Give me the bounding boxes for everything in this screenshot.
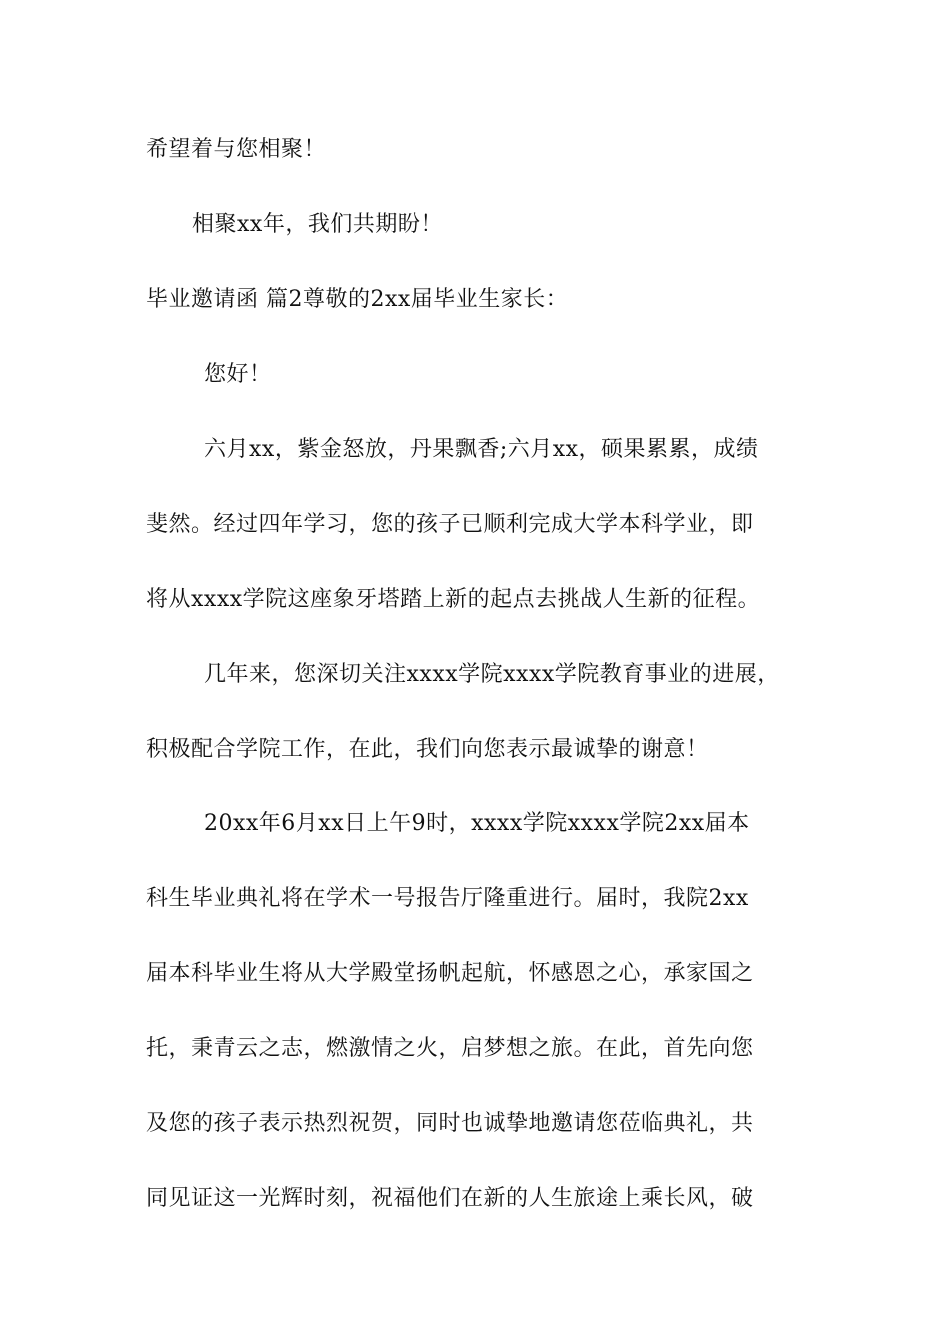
- text-line-closing-2: 相聚xx年，我们共期盼！: [192, 212, 443, 237]
- text-line-heading: 毕业邀请函 篇2尊敬的2xx届毕业生家长：: [146, 287, 569, 312]
- text-line-para3-3: 届本科毕业生将从大学殿堂扬帆起航，怀感恩之心，承家国之: [146, 961, 754, 986]
- text-line-para1-1: 六月xx，紫金怒放，丹果飘香;六月xx，硕果累累，成绩: [204, 437, 759, 462]
- text-line-para3-5: 及您的孩子表示热烈祝贺，同时也诚挚地邀请您莅临典礼，共: [146, 1111, 754, 1136]
- text-line-para2-1: 几年来，您深切关注xxxx学院xxxx学院教育事业的进展，: [204, 662, 780, 687]
- text-line-closing-1: 希望着与您相聚！: [146, 137, 327, 162]
- text-line-para1-3: 将从xxxx学院这座象牙塔踏上新的起点去挑战人生新的征程。: [146, 587, 761, 612]
- text-line-para3-4: 托，秉青云之志，燃激情之火，启梦想之旅。在此，首先向您: [146, 1036, 754, 1061]
- text-line-para3-1: 20xx年6月xx日上午9时，xxxx学院xxxx学院2xx届本: [204, 811, 750, 836]
- text-line-para1-2: 斐然。经过四年学习，您的孩子已顺利完成大学本科学业，即: [146, 512, 754, 537]
- text-line-para3-2: 科生毕业典礼将在学术一号报告厅隆重进行。届时，我院2xx: [146, 886, 749, 911]
- text-line-para2-2: 积极配合学院工作，在此，我们向您表示最诚挚的谢意！: [146, 737, 709, 762]
- text-line-greeting: 您好！: [204, 362, 272, 387]
- text-line-para3-6: 同见证这一光辉时刻，祝福他们在新的人生旅途上乘长风，破: [146, 1186, 754, 1211]
